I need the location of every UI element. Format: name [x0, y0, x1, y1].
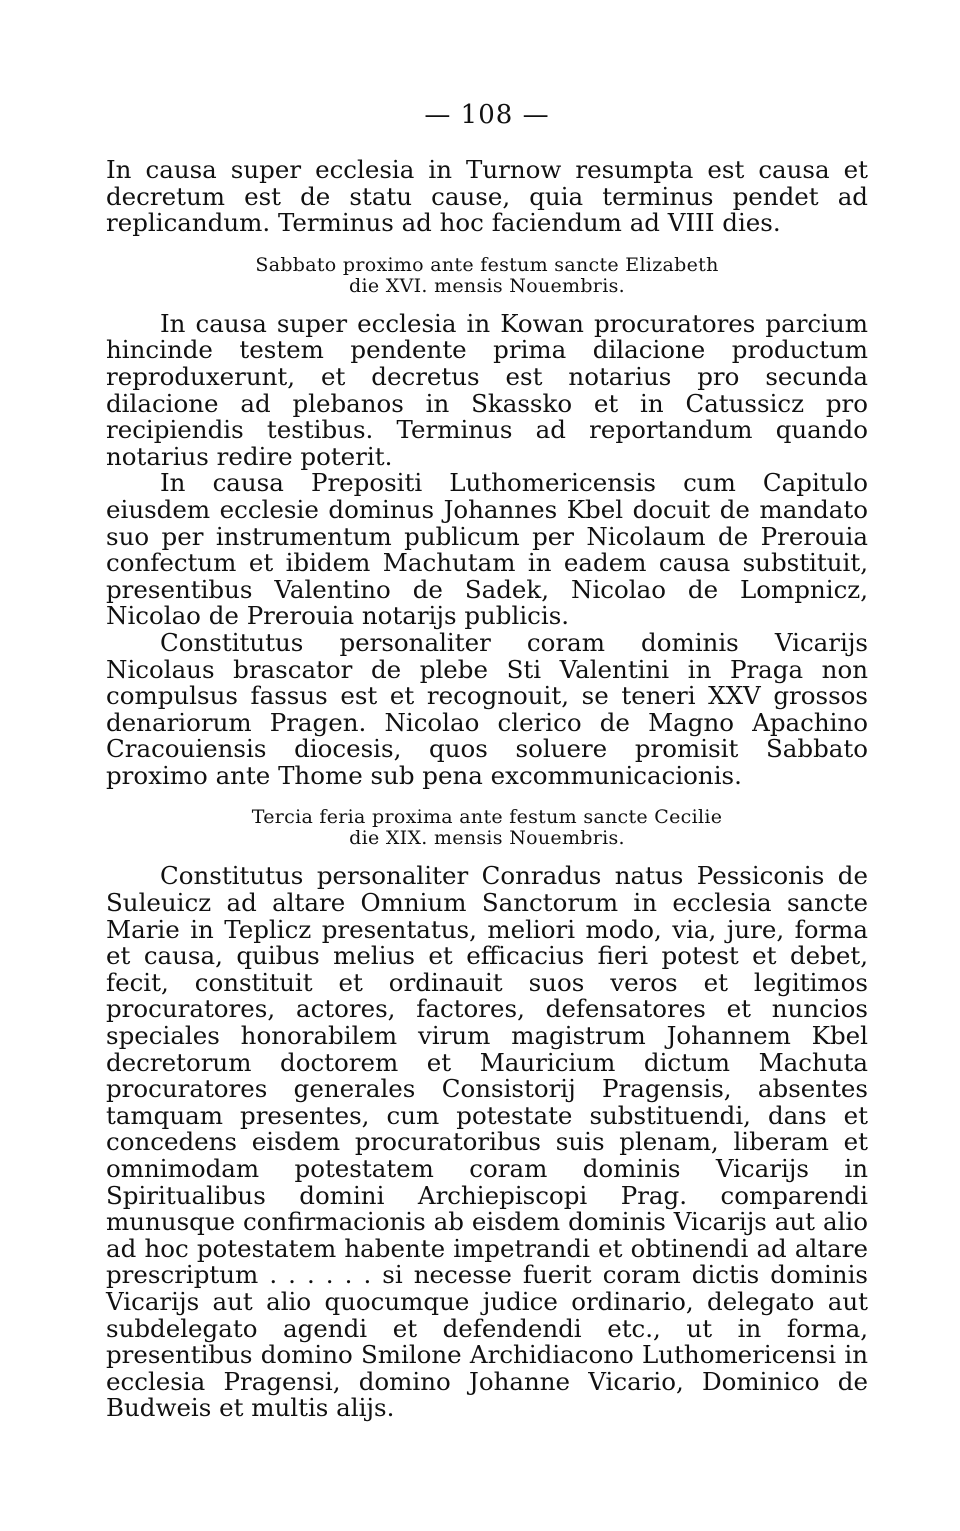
dateline-line-1: Sabbato proximo ante festum sancte Elizabeth	[255, 253, 719, 276]
dateline-line-2: die XIX. mensis Nouembris.	[349, 827, 625, 850]
dateline-sabbato-elizabeth	[106, 255, 868, 297]
entry-prepositi-paragraph: In causa Prepositi Luthomericensis cum Capitulo eiusdem ecclesie dominus Johannes Kbel docuit de mandato suo per instrumentum publicum per Nicolaum de Prerouia confectum et ibidem Machutam in eadem causa substituit, presentibus Valentino de Sadek, Nicolao de Lompnicz, Nicolao de Prerouia notarijs publicis.	[106, 468, 868, 631]
dateline-tercia-cecilie	[106, 807, 868, 849]
entry-kowan-paragraph: In causa super ecclesia in Kowan procuratores parcium hincinde testem pendente prima dilacione productum reproduxerunt, et decretus est notarius pro secunda dilacione ad plebanos in Skassko et in Catussicz pro recipiendis testibus. Terminus ad reportandum quando notarius redire poterit.	[106, 308, 868, 471]
entry-conradus-paragraph: Constitutus personaliter Conradus natus Pessiconis de Suleuicz ad altare Omnium Sanctorum in ecclesia sancte Marie in Teplicz presentatus, meliori modo, via, jure, forma et causa, quibus melius et efficacius fieri potest et debet, fecit, constituit et ordinauit suos veros et legitimos procuratores, actores, factores, defensatores et nuncios speciales honorabilem virum magistrum Johannem Kbel decretorum doctorem et Mauricium dictum Machuta procuratores generales Consistorij Pragensis, absentes tamquam presentes, cum potestate substituendi, dans et concedens eisdem procuratoribus suis plenam, liberam et omnimodam potestatem coram dominis Vicarijs in Spiritualibus domini Archiepiscopi Prag. comparendi munusque confirmacionis ab eisdem dominis Vicarijs aut alio ad hoc potestatem habente impetrandi et obtinendi ad altare prescriptum . . . . . . si necesse fuerit coram dictis dominis Vicarijs aut alio quocumque judice ordinario, delegato aut subdelegato agendi et defendendi etc., ut in forma, presentibus domino Smilone Archidiacono Luthomericensi in ecclesia Pragensi, domino Johanne Vicario, Dominico de Budweis et multis alijs.	[106, 861, 868, 1423]
dateline-line-1: Tercia feria proxima ante festum sancte Cecilie	[251, 806, 723, 829]
entry-brascator-paragraph: Constitutus personaliter coram dominis Vicarijs Nicolaus brascator de plebe Sti Valentini in Praga non compulsus fassus est et recognouit, se teneri XXV grossos denariorum Pragen. Nicolao clerico de Magno Apachino Cracouiensis diocesis, quos soluere promisit Sabbato proximo ante Thome sub pena excommunicacionis.	[106, 627, 868, 790]
entry-turnow-paragraph: In causa super ecclesia in Turnow resumpta est causa et decretum est de statu cause, quia terminus pendet ad replicandum. Terminus ad hoc faciendum ad VIII dies.	[106, 155, 868, 238]
dateline-line-2: die XVI. mensis Nouembris.	[349, 274, 625, 297]
page-number: — 108 —	[424, 100, 550, 130]
page-body	[106, 95, 868, 1422]
